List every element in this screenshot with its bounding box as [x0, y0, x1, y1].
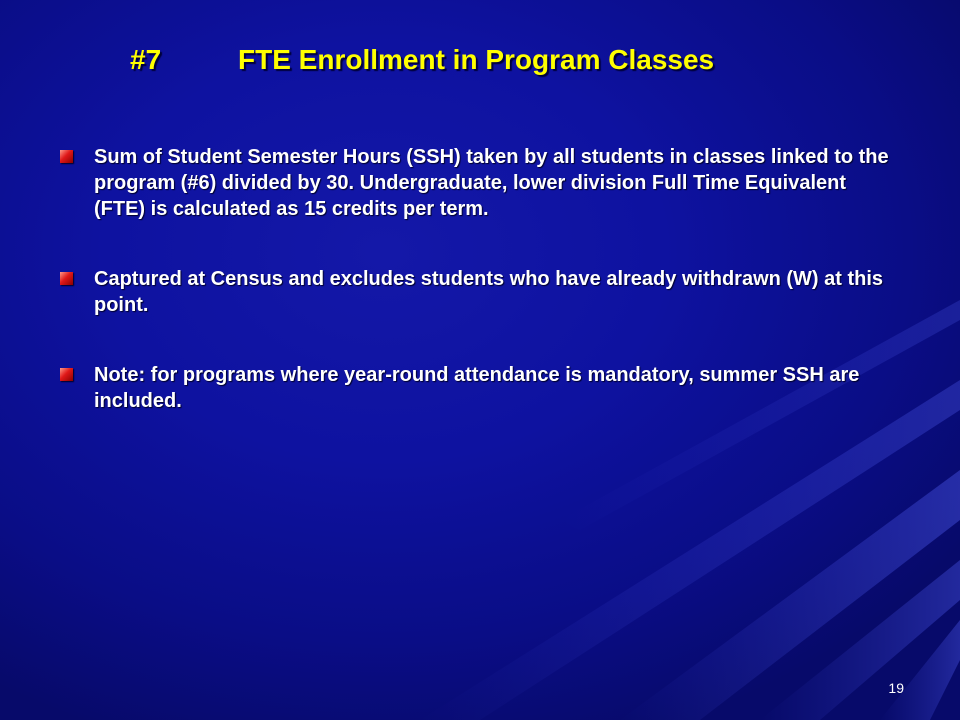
title-number: #7: [130, 44, 162, 75]
page-number: 19: [888, 680, 904, 696]
title-text: FTE Enrollment in Program Classes: [238, 44, 715, 75]
bullet-text: Captured at Census and excludes students who have already withdrawn (W) at this point.: [94, 268, 884, 316]
bullet-item: [60, 144, 900, 222]
square-bullet-icon: [60, 272, 73, 285]
square-bullet-icon: [60, 368, 73, 381]
bullet-item: [60, 362, 900, 414]
bullet-text: Sum of Student Semester Hours (SSH) taken by all students in classes linked to the program (#6) divided by 30. Undergraduate, lower division Full Time Equivalent (FTE) is calculated as 15 credits per term.: [94, 146, 889, 220]
bullet-item: [60, 266, 900, 318]
bullet-list: [60, 144, 900, 458]
slide-title: [0, 44, 960, 84]
square-bullet-icon: [60, 150, 73, 163]
bullet-text: Note: for programs where year-round attendance is mandatory, summer SSH are included.: [94, 364, 860, 412]
